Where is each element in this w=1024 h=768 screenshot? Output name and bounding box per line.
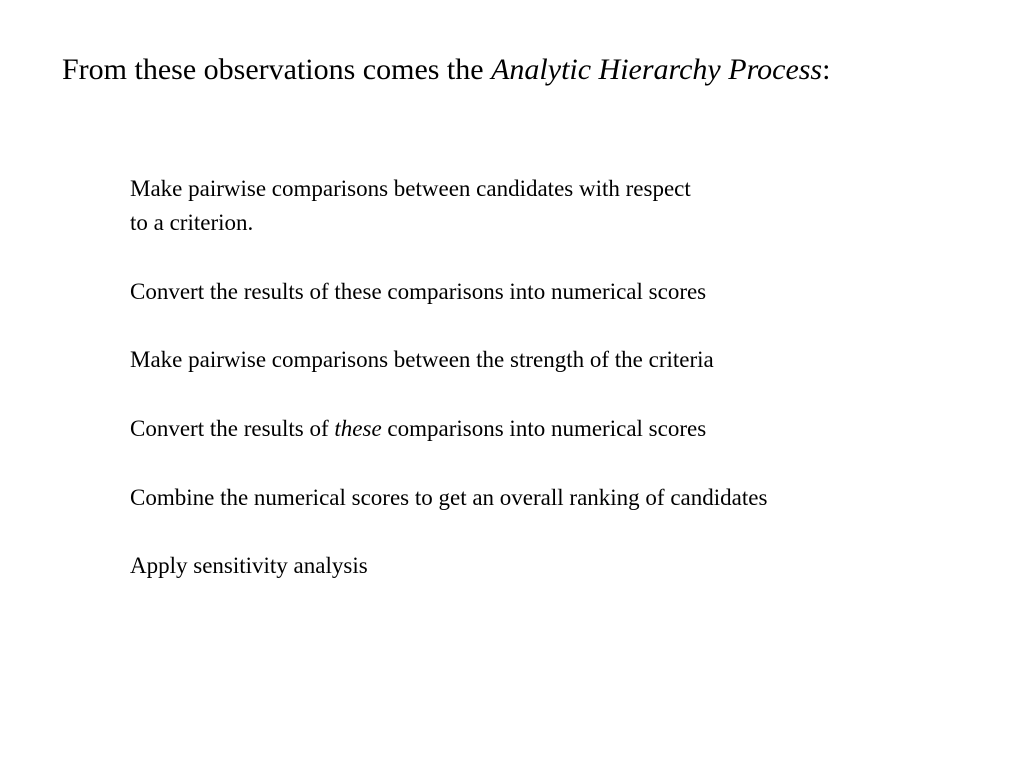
title-emphasis: Analytic Hierarchy Process: [491, 53, 823, 86]
step-1-line-1: Make pairwise comparisons between candidates with respect: [130, 176, 691, 201]
title-prefix: From these observations comes the: [62, 53, 492, 86]
slide-title: [62, 50, 830, 90]
step-1-line-2: to a criterion.: [130, 210, 254, 236]
step-4-emphasis: these: [334, 416, 382, 442]
step-4-prefix: Convert the results of: [130, 416, 335, 442]
step-item: [130, 412, 767, 446]
title-suffix: :: [822, 53, 831, 86]
step-item: Combine the numerical scores to get an overall ranking of candidates: [130, 484, 768, 510]
step-4-suffix: comparisons into numerical scores: [381, 416, 707, 442]
step-item: Convert the results of these comparisons into numerical scores: [130, 278, 707, 304]
step-item: Make pairwise comparisons between the strength of the criteria: [130, 347, 714, 373]
process-steps-list: [130, 172, 767, 584]
step-item: [130, 172, 767, 241]
step-item: Apply sensitivity analysis: [130, 553, 368, 579]
